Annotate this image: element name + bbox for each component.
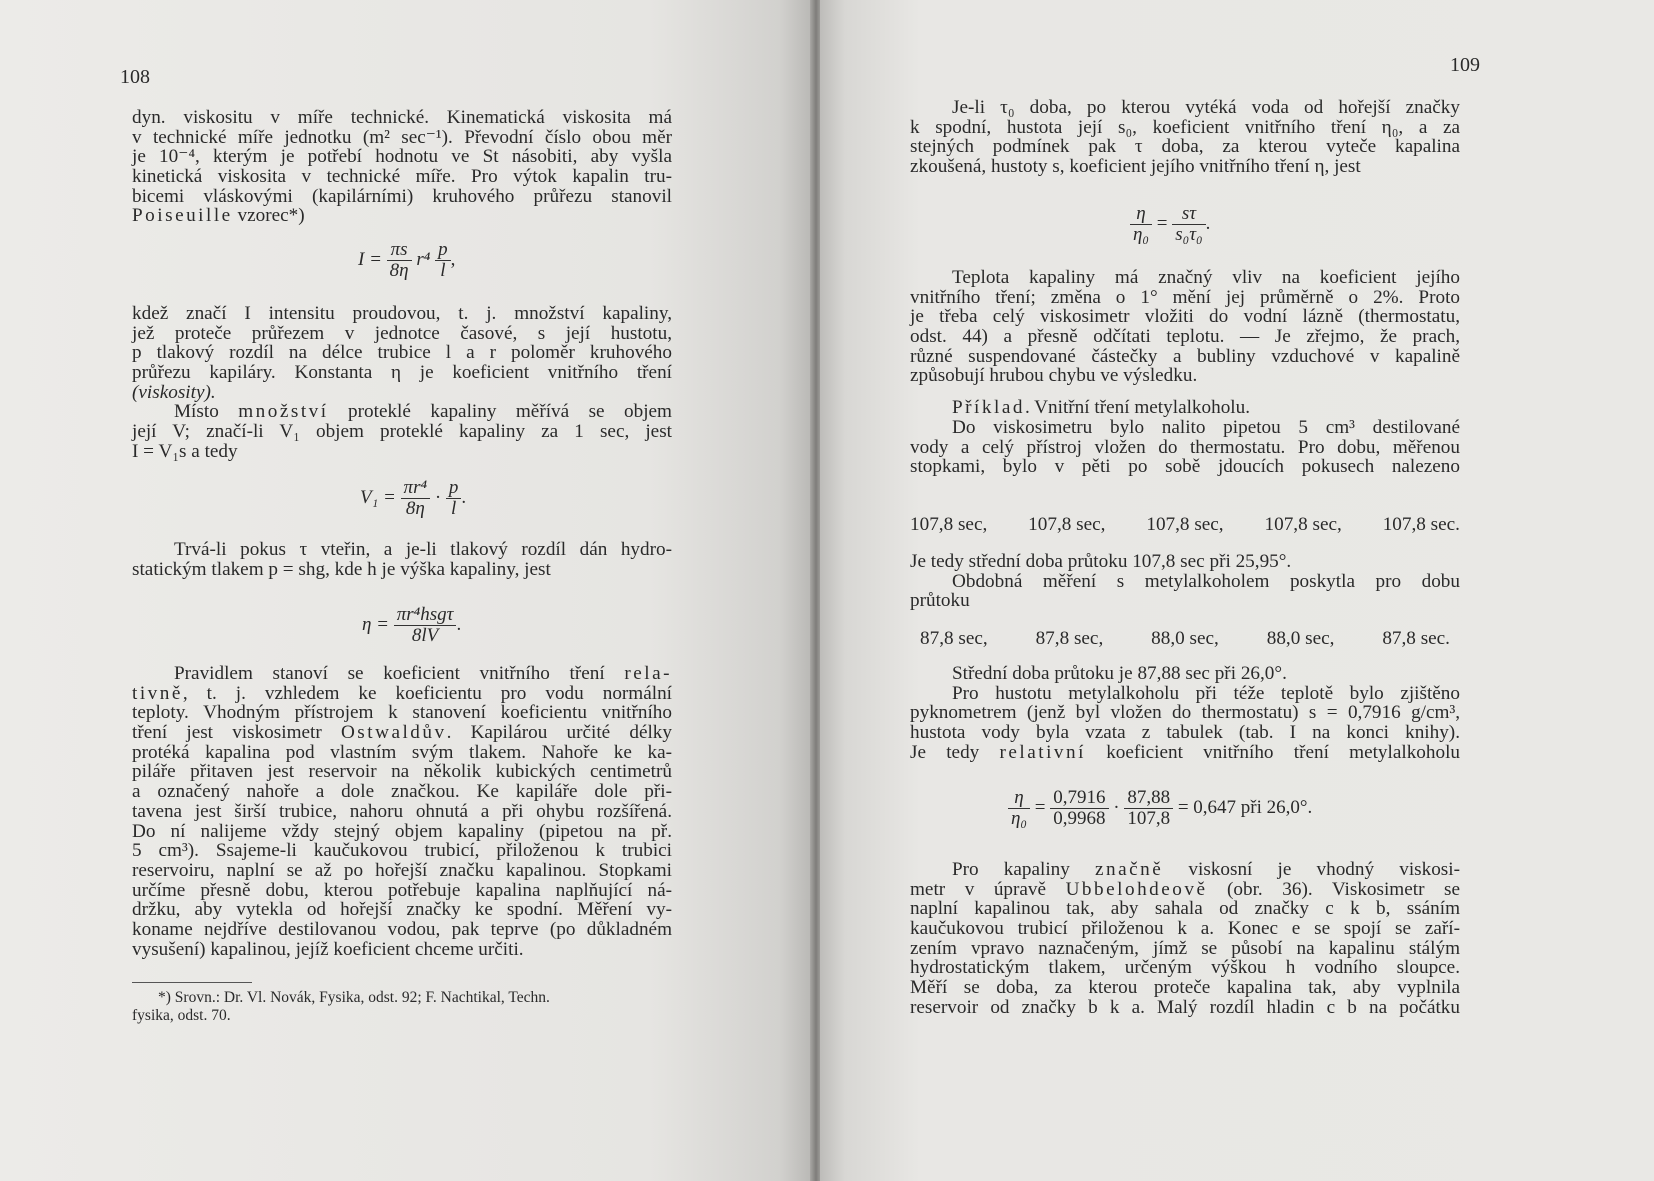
- page-number-left: 108: [120, 66, 150, 88]
- left-paragraph-2: kdež značí I intensitu proudovou, t. j. množství kapaliny, jež proteče průřezem v jednotce časové, s její hustotu, p tlakový rozdíl na délce trubice l a r poloměr kruhového průřezu kapiláry. Konstanta η je koeficient vnitřního tření (viskosity). Místo množství proteklé kapaliny měřívá se objem její V; značí-li V₁ objem proteklé kapaliny za 1 sec, jest I = V₁s a tedy: [132, 303, 672, 462]
- equation-ratio: $\frac{\eta}{\text{η₀}}$ = $\frac{s\tau}{\text{s₀τ₀}}$ .: [1130, 204, 1210, 245]
- equation-poiseuille: I = $\frac{\pi s}{8\eta}$ r⁴ $\frac{p}{l}$ ,: [358, 239, 456, 281]
- right-paragraph-2: Teplota kapaliny má značný vliv na koeficient jejího vnitřního tření; změna o 1° mění jej průměrně o 2%. Proto je třeba celý viskosimetr vložiti do vodní lázně (thermostatu, odst. 44) a přesně odčítati teplotu. — Je zřejmo, že prach, různé suspendované částečky a bubliny vzduchové v kapalině způsobují hrubou chybu ve výsledku. Příklad. Vnitřní tření metylalkoholu. Do viskosimetru bylo nalito pipetou 5 cm³ destilované vody a celý přístroj vložen do thermostatu. Pro dobu, měřenou stopkami, bylo v pěti po sobě jdoucích pokusech nalezeno: [910, 267, 1460, 478]
- right-page: [820, 0, 1654, 1181]
- right-paragraph-1: Je-li τ₀ doba, po kterou vytéká voda od hořejší značky k spodní, hustota její s₀, koeficient vnitřního tření η₀, a za stejných podmínek pak τ doba, za kterou vyteče kapalina zkoušená, hustoty s, koeficient jejího vnitřního tření η, jest: [910, 97, 1460, 178]
- measurement-series-water: 107,8 sec, 107,8 sec, 107,8 sec, 107,8 sec, 107,8 sec.: [910, 514, 1460, 535]
- page-number-right: 109: [1450, 54, 1480, 76]
- left-page: [0, 0, 812, 1181]
- equation-viscosity: η = $\frac{\text{πr⁴hsgτ}}{8lV}$ .: [362, 604, 462, 646]
- left-paragraph-4: Trvá-li pokus τ vteřin, a je-li tlakový rozdíl dán hydro- statickým tlakem p = shg, kde h je výška kapaliny, jest: [132, 539, 672, 580]
- equation-relative: $\frac{\eta}{\text{η₀}}$ = $\frac{0,7916}{0,9968}$ · $\frac{87,88}{107,8}$ = 0,647 při 26,0°.: [1008, 788, 1312, 829]
- right-paragraph-4: Je tedy střední doba průtoku 107,8 sec při 25,95°. Obdobná měření s metylalkoholem poskytla pro dobu průtoku: [910, 551, 1460, 612]
- measurement-series-methanol: 87,8 sec, 87,8 sec, 88,0 sec, 88,0 sec, 87,8 sec.: [920, 628, 1450, 649]
- right-paragraph-5: Střední doba průtoku je 87,88 sec při 26,0°. Pro hustotu metylalkoholu při téže teplotě bylo zjištěno pyknometrem (jenž byl vložen do thermostatu) s = 0,7916 g/cm³, hustota vody byla vzata z tabulek (tab. I na konci knihy). Je tedy relativní koeficient vnitřního tření metylalkoholu: [910, 663, 1460, 763]
- left-paragraph-5: Pravidlem stanoví se koeficient vnitřního tření rela- tivně, t. j. vzhledem ke koeficientu pro vodu normální teploty. Vhodným přístrojem k stanovení koeficientu vnitřního tření jest viskosimetr Ostwaldův. Kapilárou určité délky protéká kapalina pod vlastním svým tlakem. Nahoře ke ka- piláře přitaven jest reservoir na několik kubických centimetrů a označený nahoře a dole značkou. Ke kapiláře dole při- tavena jest širší trubice, nahoru ohnutá a při ohybu rozšířená. Do ní nalijeme vždy stejný objem kapaliny (pipetou na př. 5 cm³). Ssajeme-li kaučukovou trubicí, přiloženou k trubici reservoiru, naplní se až po hořejší značku kapalinou. Stopkami určíme přesně dobu, kterou potřebuje kapalina naplňující ná- držku, aby vytekla od hořejší značky ke spodní. Měření vy- koname nejdříve destilovanou vodou, pak teprve (po důkladném vysušení) kapalinou, jejíž koeficient chceme určiti.: [132, 663, 672, 960]
- left-paragraph-1: dyn. viskositu v míře technické. Kinematická viskosita má v technické míře jednotku (m² sec⁻¹). Převodní číslo obou měr je 10⁻⁴, kterým je potřebí hodnotu ve St násobiti, aby vyšla kinetická viskosita v technické míře. Pro výtok kapalin tru- bicemi vláskovými (kapilárními) kruhového průřezu stanovil Poiseuille vzorec*): [132, 107, 672, 227]
- equation-volume: V₁ = $\frac{\text{πr⁴}}{8\eta}$ · $\frac{p}{l}$ .: [360, 477, 467, 519]
- footnote: *) Srovn.: Dr. Vl. Novák, Fysika, odst. 92; F. Nachtikal, Techn. fysika, odst. 70.: [132, 982, 672, 1025]
- right-paragraph-6: Pro kapaliny značně viskosní je vhodný viskosi- metr v úpravě Ubbelohdeově (obr. 36). Viskosimetr se naplní kapalinou tak, aby sahala od značky c k b, ssáním kaučukovou trubicí přiloženou k a. Konec e se spojí se zaří- zením vpravo naznačeným, jímž se působí na kapalinu stálým hydrostatickým tlakem, určeným výškou h vodního sloupce. Měří se doba, za kterou proteče kapalina tak, aby vyplnila reservoir od značky b k a. Malý rozdíl hladin c b na počátku: [910, 859, 1460, 1018]
